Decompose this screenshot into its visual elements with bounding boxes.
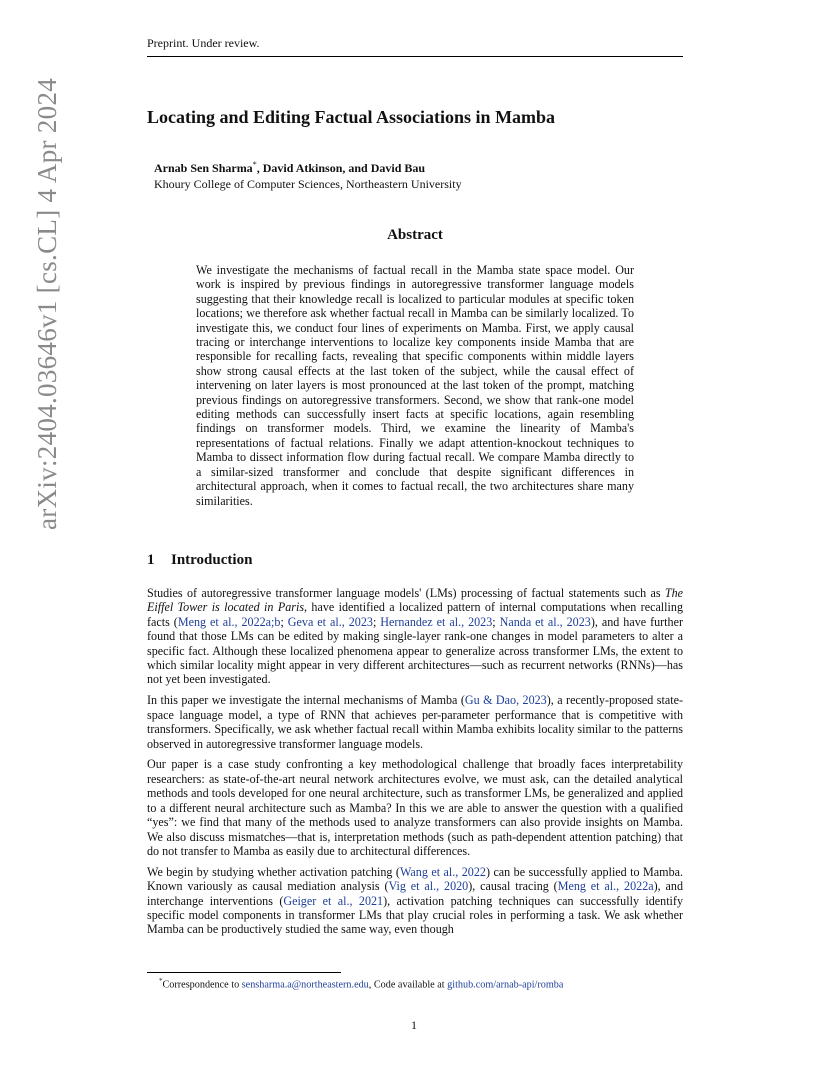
text-span: We begin by studying whether activation patching ( — [147, 864, 400, 879]
page-number: 1 — [411, 1018, 417, 1032]
citation-link[interactable]: Nanda et al., 2023 — [499, 614, 591, 629]
section-number: 1 — [147, 552, 155, 568]
abstract-heading: Abstract — [387, 227, 443, 243]
text-span: ), and have further found that those LMs can be edited by making single-layer rank-one changes in model parameters to alter a specific fact. Although these localized phenomena appear to generalize across transformer LMs, the extent to which similar locality might appear in very different architectures—such as recurrent networks (RNNs)—has not yet been investigated. — [147, 614, 683, 687]
text-span: ), and interchange interventions ( — [147, 879, 683, 908]
text-span: ), activation patching techniques can successfully identify specific model components in transformer LMs that play crucial roles in performing a task. We ask whether Mamba can be productively studied the same way, even though — [147, 893, 683, 937]
text-span: ; — [492, 614, 500, 629]
section-heading — [147, 552, 252, 569]
affiliation: Khoury College of Computer Sciences, Northeastern University — [154, 177, 462, 191]
citation-link[interactable]: Meng et al., 2022a;b — [177, 614, 281, 629]
citation-link[interactable]: Vig et al., 2020 — [388, 879, 469, 894]
body-text — [147, 586, 683, 943]
text-span: ; — [372, 614, 381, 629]
email-link[interactable]: sensharma.a@northeastern.edu — [241, 979, 369, 991]
code-link[interactable]: github.com/arnab-api/romba — [447, 979, 564, 991]
section-title: Introduction — [171, 552, 253, 568]
author-block — [154, 157, 462, 192]
other-authors: , David Atkinson, and David Bau — [256, 161, 426, 175]
footnote-text: Correspondence to — [162, 979, 242, 991]
citation-link[interactable]: Gu & Dao, 2023 — [464, 693, 547, 708]
running-header: Preprint. Under review. — [147, 36, 683, 57]
paragraph — [147, 865, 683, 937]
citation-link[interactable]: Geiger et al., 2021 — [283, 893, 384, 908]
paragraph — [147, 693, 683, 751]
footnote-marker: * — [159, 977, 163, 985]
footnote — [159, 977, 563, 990]
text-span: ) can be successfully applied to Mamba. Known variously as causal mediation analysis ( — [147, 864, 684, 894]
text-span: , have identified a localized pattern of internal computations when recalling facts ( — [147, 600, 683, 629]
text-span: In this paper we investigate the internal mechanisms of Mamba ( — [147, 693, 465, 708]
text-span: ), a recently-proposed state-space language model, a type of RNN that achieves per-parameter performance that is competitive with transformers. Specifically, we ask whether factual recall within Mamba exhibits locality similar to the patterns observed in autoregressive transformer language models. — [147, 693, 683, 751]
paper-title: Locating and Editing Factual Associations in Mamba — [147, 107, 556, 127]
paragraph — [147, 586, 683, 687]
author-names — [154, 157, 462, 176]
paragraph: Our paper is a case study confronting a key methodological challenge that broadly faces interpretability researchers: as state-of-the-art neural network architectures evolve, we must ask, can the detailed analytical methods and tools developed for one neural architecture, such as transformer LMs, be generalized and applied to a different neural architecture such as Mamba? In this we are able to answer the question with a qualified “yes”: we find that many of the methods used to analyze transformers can also provide insights on Mamba. We also discuss mismatches—that is, interpretation methods (such as path-dependent attention patching) that do not transfer to Mamba as easily due to architectural differences. — [147, 757, 683, 858]
citation-link[interactable]: Geva et al., 2023 — [287, 614, 373, 629]
text-span: ; — [280, 614, 288, 629]
footnote-marker[interactable]: * — [252, 160, 257, 169]
text-span: ), causal tracing ( — [468, 879, 558, 894]
footnote-text: , Code available at — [368, 979, 448, 991]
abstract-text: We investigate the mechanisms of factual recall in the Mamba state space model. Our work is inspired by previous findings in autoregressive transformer language models suggesting that their knowledge recall is localized to particular modules at specific token locations; we therefore ask whether factual recall in Mamba can be similarly localized. To investigate this, we conduct four lines of experiments on Mamba. First, we apply causal tracing or interchange interventions to localize key components inside Mamba that are responsible for recalling facts, revealing that specific components within middle layers show strong causal effects at the last token of the subject, while the causal effect of intervening on later layers is most pronounced at the last token of the prompt, matching previous findings on autoregressive transformers. Second, we show that rank-one model editing methods can successfully insert facts at specific locations, again resembling findings on transformer models. Third, we examine the linearity of Mamba's representations of factual relations. Finally we adapt attention-knockout techniques to Mamba to dissect information flow during factual recall. We compare Mamba directly to a similar-sized transformer and conclude that despite significant differences in architectural approach, when it comes to factual recall, the two architectures share many similarities. — [196, 263, 634, 508]
citation-link[interactable]: Meng et al., 2022a — [557, 879, 654, 894]
text-span: Studies of autoregressive transformer language models' (LMs) processing of factual statements such as — [147, 586, 665, 600]
arxiv-stamp: arXiv:2404.03646v1 [cs.CL] 4 Apr 2024 — [32, 77, 62, 530]
citation-link[interactable]: Wang et al., 2022 — [399, 864, 486, 879]
citation-link[interactable]: Hernandez et al., 2023 — [380, 614, 493, 629]
footnote-rule — [147, 972, 341, 973]
example-sentence: The Eiffel Tower is located in Paris — [147, 586, 683, 615]
first-author: Arnab Sen Sharma — [154, 161, 253, 175]
